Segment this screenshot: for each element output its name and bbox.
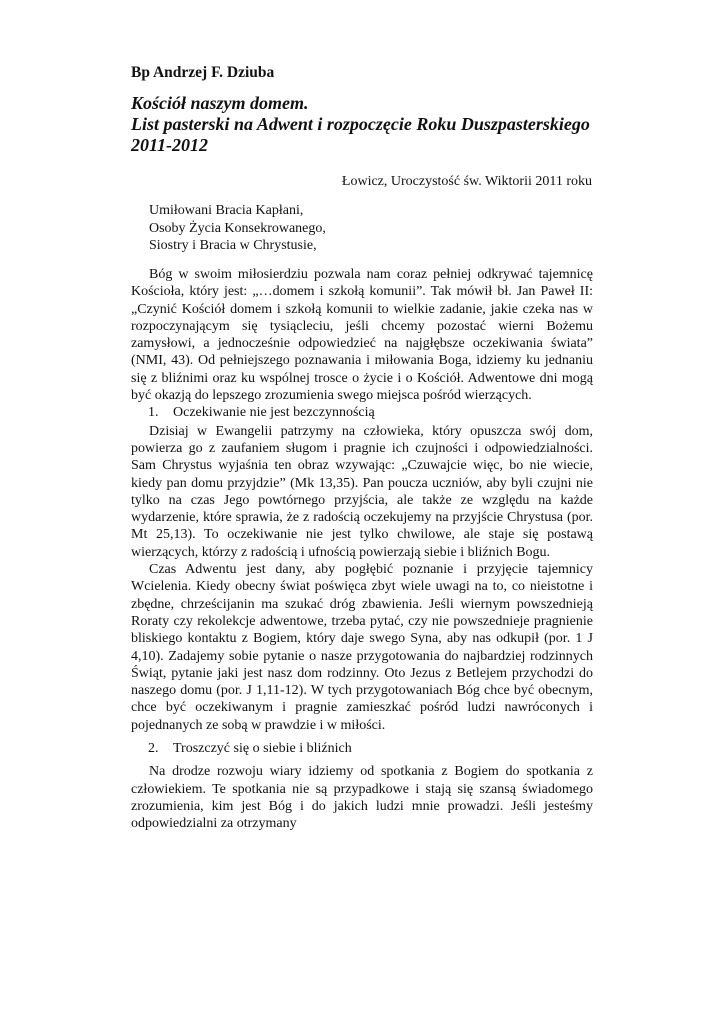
place-and-date: Łowicz, Uroczystość św. Wiktorii 2011 roku (341, 174, 592, 189)
greeting-line: Umiłowani Bracia Kapłani, (149, 203, 304, 218)
author: Bp Andrzej F. Dziuba (131, 64, 275, 81)
section-heading (131, 404, 593, 421)
paragraph: Czas Adwentu jest dany, aby pogłębić poznanie i przyjęcie tajemnicy Wcielenia. Kiedy obecny świat poświęca zbyt wiele uwagi na to, co nieistotne i zbędne, chrześcijanin ma szukać dróg zbawienia. Jeśli wiernym powszednieją Roraty czy rekolekcje adwentowe, trzeba pytać, czy nie powszednieje pragnienie bliskiego kontaktu z Bogiem, który daje swego Syna, aby nas odkupił (por. 1 J 4,10). Zadajemy sobie pytanie o nasze przygotowania do najbardziej rodzinnych Świąt, pytanie jaki jest nasz dom rodzinny. Oto Jezus z Betlejem przychodzi do naszego domu (por. J 1,11-12). W tych przygotowaniach Bóg chce być obecnym, chce być oczekiwanym i pragnie zamieszkać pośród ludzi nawróconych i pojednanych ze sobą w prawdzie i w miłości. (131, 562, 593, 733)
section-heading (131, 740, 593, 757)
section-title: Oczekiwanie nie jest bezczynnością (173, 405, 375, 421)
title-line: Kościół naszym domem. (131, 93, 309, 113)
paragraph: Bóg w swoim miłosierdziu pozwala nam coraz pełniej odkrywać tajemnicę Kościoła, który jest: „…domem i szkołą komunii”. Tak mówił bł. Jan Paweł II: „Czynić Kościół domem i szkołą komunii to wielkie zadanie, jakie czeka nas w rozpoczynającym się tysiącleciu, jeśli chcemy pozostać wierni Bożemu zamysłowi, a jednocześnie odpowiedzieć na najgłębsze oczekiwania świata” (NMI, 43). Od pełniejszego poznawania i miłowania Boga, idziemy ku jednaniu się z bliźnimi oraz ku wspólnej trosce o życie i o Kościół. Adwentowe dni mogą być okazją do lepszego zrozumienia swego miejsca pośród wierzących. (131, 267, 593, 404)
section-number: 1. (148, 405, 159, 421)
section-number: 2. (148, 741, 159, 757)
paragraph: Na drodze rozwoju wiary idziemy od spotkania z Bogiem do spotkania z człowiekiem. Te spotkania nie są przypadkowe i stają się szansą świadomego zrozumienia, kim jest Bóg i do jakich ludzi mnie prowadzi. Jeśli jesteśmy odpowiedzialni za otrzymany (131, 764, 593, 832)
greeting (149, 202, 326, 255)
title-line: 2011-2012 (131, 135, 209, 155)
document-title (131, 93, 611, 156)
title-line: List pasterski na Adwent i rozpoczęcie Roku Duszpasterskiego (131, 114, 590, 134)
greeting-line: Osoby Życia Konsekrowanego, (149, 220, 326, 236)
document-body (131, 266, 593, 833)
paragraph: Dzisiaj w Ewangelii patrzymy na człowieka, który opuszcza swój dom, powierza go z zaufaniem sługom i pragnie ich czujności i odpowiedzialności. Sam Chrystus wyjaśnia ten obraz wzywając: „Czuwajcie więc, bo nie wiecie, kiedy pan domu przyjdzie” (Mk 13,35). Pan poucza uczniów, aby byli czujni nie tylko na czas Jego powtórnego przyjścia, ale także ze względu na każde wydarzenie, które sprawia, że z radością oczekujemy na przyjście Chrystusa (por. Mt 25,13). To oczekiwanie nie jest tylko chwilowe, ale staje się postawą wierzących, którzy z radością i ufnością powierzają siebie i bliźnich Bogu. (131, 423, 593, 560)
section-title: Troszczyć się o siebie i bliźnich (173, 741, 352, 757)
greeting-line: Siostry i Bracia w Chrystusie, (149, 238, 317, 253)
